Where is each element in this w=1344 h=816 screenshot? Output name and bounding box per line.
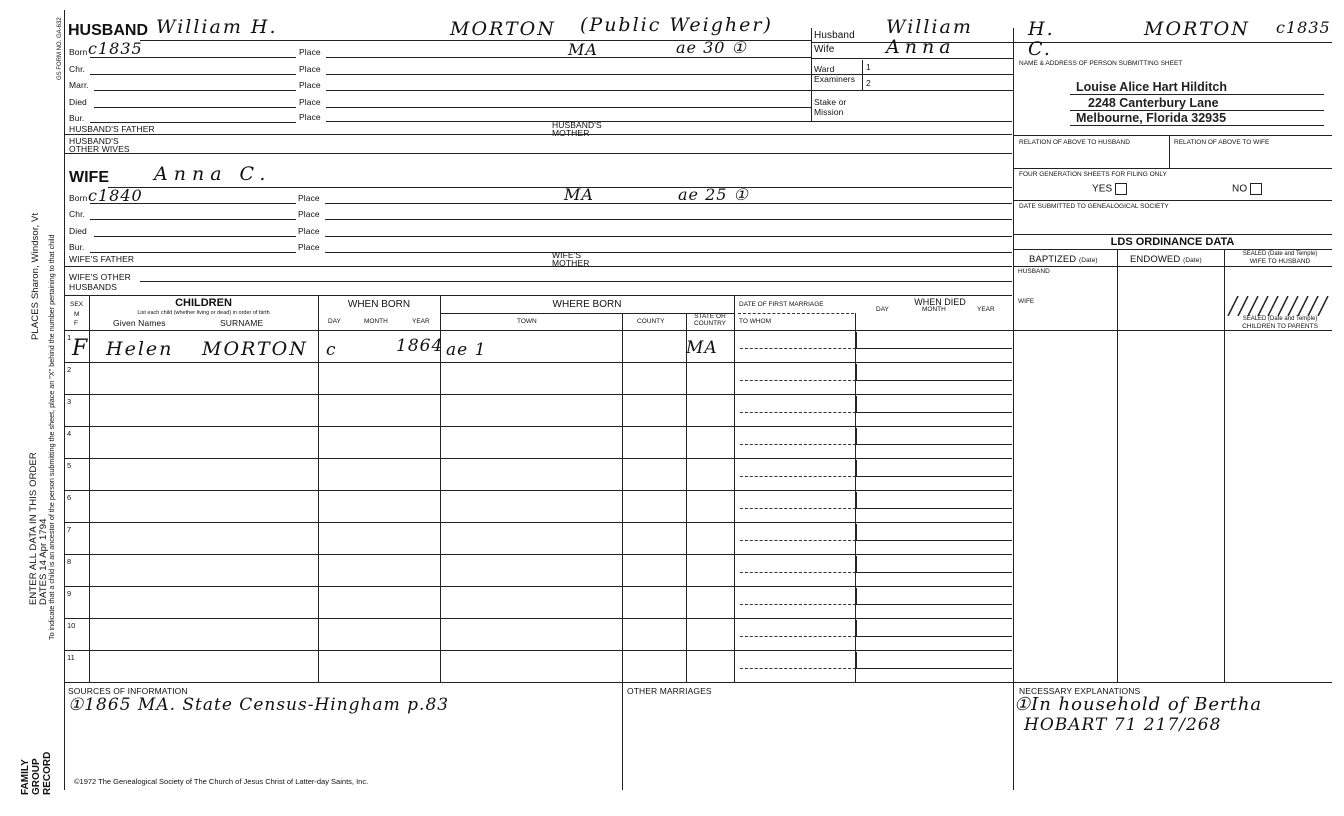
wife-bur-place-label: Place [298, 242, 320, 252]
places-margin-text: PLACES Sharon, Windsor, Vt [30, 212, 41, 340]
husband-born-place-label: Place [299, 47, 321, 57]
husband-died-place-label: Place [299, 97, 321, 107]
four-gen-label: FOUR GENERATION SHEETS FOR FILING ONLY [1019, 171, 1167, 178]
box-examiner-2: 2 [866, 78, 871, 88]
row-number: 6 [67, 493, 72, 502]
fgr-line2: GROUP [31, 758, 42, 795]
ancestor-instruction: To indicate that a child is an ancestor of the person submitting the sheet, place an "X" behind the number pertaining to that child [47, 234, 56, 640]
born-year-label: YEAR [412, 318, 430, 325]
no-checkbox[interactable] [1232, 183, 1262, 195]
state-label-2: COUNTRY [693, 320, 727, 327]
box-examiner-1: 1 [866, 62, 871, 72]
wife-heading: WIFE [69, 169, 109, 186]
husband-other-wives-1: HUSBAND'S [69, 136, 119, 146]
husband-surname: MORTON [450, 18, 556, 40]
lds-sealed-2: WIFE TO HUSBAND [1249, 258, 1311, 265]
born-month-label: MONTH [364, 318, 388, 325]
table-row [64, 554, 1012, 586]
row-surname: MORTON [202, 338, 308, 360]
lds-sealed-1: SEALED (Date and Temple) [1242, 251, 1318, 257]
lds-sealed-children-1: SEALED (Date and Temple) [1242, 316, 1318, 322]
husband-died-label: Died [69, 97, 87, 107]
husband-mother-label-1: HUSBAND'S [552, 120, 602, 130]
husband-born-date: c1835 [88, 39, 143, 58]
husband-father-label: HUSBAND'S FATHER [69, 124, 155, 134]
county-label: COUNTY [637, 318, 665, 325]
box-husband-label: Husband [814, 30, 855, 41]
box-wife-given: Anna [886, 36, 956, 58]
husband-born-place: MA [568, 40, 598, 59]
copyright-text: ©1972 The Genealogical Society of The Church of Jesus Christ of Latter-day Saints, Inc. [74, 777, 369, 786]
sex-label: SEX [70, 301, 84, 308]
endowed-date-label: (Date) [1183, 257, 1202, 264]
box-wife-label: Wife [814, 44, 835, 55]
town-label: TOWN [517, 318, 537, 325]
husband-marr-place-label: Place [299, 80, 321, 90]
row-given-name: Helen [106, 338, 174, 360]
husband-heading: HUSBAND [68, 22, 148, 39]
wife-died-place-label: Place [298, 226, 320, 236]
husband-mother-label-2: MOTHER [552, 128, 590, 138]
baptized-date-label: (Date) [1079, 257, 1098, 264]
yes-checkbox[interactable] [1092, 183, 1127, 195]
table-row [64, 650, 1012, 682]
lds-wife-label: WIFE [1018, 298, 1035, 305]
to-whom-label: TO WHOM [739, 318, 772, 325]
wife-born-place: MA [564, 185, 594, 204]
husband-occupation: (Public Weigher) [580, 14, 773, 36]
husband-chr-label: Chr. [69, 64, 85, 74]
hatched-box [1224, 296, 1332, 316]
lds-title: LDS ORDINANCE DATA [1110, 236, 1235, 248]
table-row [64, 330, 1012, 362]
fgr-line1: FAMILY [20, 759, 31, 795]
no-box[interactable] [1250, 183, 1262, 195]
husband-marr-label: Marr. [69, 80, 89, 90]
table-row [64, 586, 1012, 618]
row-state: MA [686, 338, 718, 358]
row-born-year: 1864 [396, 336, 444, 356]
table-row [64, 426, 1012, 458]
first-marriage-label: DATE OF FIRST MARRIAGE [739, 301, 824, 308]
row-number: 1 [67, 333, 72, 342]
relation-husband-label: RELATION OF ABOVE TO HUSBAND [1019, 139, 1130, 146]
baptized-label: BAPTIZED [1029, 254, 1077, 265]
sources-text: ①1865 MA. State Census-Hingham p.83 [68, 695, 450, 715]
yes-box[interactable] [1115, 183, 1127, 195]
row-sex: F [72, 336, 90, 361]
wife-chr-place-label: Place [298, 209, 320, 219]
table-row [64, 522, 1012, 554]
wife-chr-label: Chr. [69, 209, 85, 219]
given-names-label: Given Names [113, 318, 166, 328]
explanation-line1: ①In household of Bertha [1014, 694, 1263, 715]
row-number: 10 [67, 621, 76, 630]
state-label-1: STATE OR [694, 313, 726, 320]
children-title: CHILDREN [175, 297, 232, 309]
row-number: 2 [67, 365, 72, 374]
died-day-label: DAY [876, 306, 889, 313]
row-number: 5 [67, 461, 72, 470]
box-wife-middle: C. [1028, 38, 1052, 60]
wife-born-place-label: Place [298, 193, 320, 203]
sex-f-label: F [74, 320, 78, 327]
box-stake-label-2: Mission [814, 107, 844, 117]
died-year-label: YEAR [977, 306, 995, 313]
box-husband-middle: H. [1028, 18, 1055, 40]
when-died-label: WHEN DIED [914, 297, 966, 307]
table-row [64, 394, 1012, 426]
table-row [64, 362, 1012, 394]
box-husband-surname: MORTON [1144, 18, 1250, 40]
no-label: NO [1232, 183, 1248, 195]
other-marriages-label: OTHER MARRIAGES [627, 686, 712, 696]
row-number: 9 [67, 589, 72, 598]
lds-husband-label: HUSBAND [1018, 268, 1050, 275]
wife-born-label: Born [69, 193, 88, 203]
row-number: 7 [67, 525, 72, 534]
yes-label: YES [1092, 183, 1113, 195]
explanations-label: NECESSARY EXPLANATIONS [1019, 686, 1141, 696]
where-born-label: WHERE BORN [552, 299, 622, 310]
husband-born-note: ae 30 ① [676, 38, 747, 57]
dates-instruction: DATES 14 Apr 1794 [38, 518, 49, 605]
row-town: ae 1 [446, 340, 487, 360]
wife-given-name: Anna C. [154, 163, 272, 185]
form-code: GS FORM NO. GA-632 [57, 17, 63, 80]
wife-born-note: ae 25 ① [678, 185, 749, 204]
wife-father-label: WIFE'S FATHER [69, 254, 135, 264]
husband-born-label: Born [69, 47, 88, 57]
box-husband-given: William [886, 16, 973, 38]
row-born-day: c [326, 340, 337, 360]
husband-chr-place-label: Place [299, 64, 321, 74]
fgr-line3: RECORD [42, 751, 53, 795]
table-row [64, 458, 1012, 490]
row-number: 4 [67, 429, 72, 438]
box-husband-date: c1835 [1276, 18, 1331, 37]
wife-mother-label-2: MOTHER [552, 258, 590, 268]
died-month-label: MONTH [922, 306, 946, 313]
when-born-label: WHEN BORN [347, 299, 411, 310]
submitter-label: NAME & ADDRESS OF PERSON SUBMITTING SHEET [1019, 60, 1183, 67]
submitter-city: Melbourne, Florida 32935 [1076, 111, 1227, 125]
relation-wife-label: RELATION OF ABOVE TO WIFE [1174, 139, 1270, 146]
order-instruction: ENTER ALL DATA IN THIS ORDER [28, 452, 39, 605]
table-row [64, 618, 1012, 650]
husband-bur-label: Bur. [69, 113, 85, 123]
lds-sealed-children-2: CHILDREN TO PARENTS [1242, 323, 1318, 330]
row-number: 8 [67, 557, 72, 566]
family-group-record-title [20, 752, 53, 795]
born-day-label: DAY [328, 318, 341, 325]
lds-baptized [1029, 254, 1098, 265]
husband-other-wives-2: OTHER WIVES [69, 144, 130, 154]
lds-endowed [1130, 254, 1202, 265]
wife-other-husbands-1: WIFE'S OTHER [69, 272, 131, 282]
endowed-label: ENDOWED [1130, 254, 1181, 265]
box-ward-label: Ward [814, 64, 835, 74]
sources-label: SOURCES OF INFORMATION [68, 686, 188, 696]
row-number: 11 [67, 653, 75, 662]
husband-given-name: William H. [156, 16, 278, 38]
surname-label: SURNAME [220, 318, 264, 328]
wife-mother-label-1: WIFE'S [552, 250, 582, 260]
wife-bur-label: Bur. [69, 242, 85, 252]
submitter-name: Louise Alice Hart Hilditch [1076, 80, 1227, 94]
explanation-line2: HOBART 71 217/268 [1024, 715, 1222, 735]
submitter-street: 2248 Canterbury Lane [1088, 96, 1219, 110]
wife-born-date: c1840 [88, 186, 143, 205]
box-stake-label-1: Stake or [814, 97, 847, 107]
wife-died-label: Died [69, 226, 87, 236]
table-row [64, 490, 1012, 522]
box-examiners-label: Examiners [814, 74, 856, 84]
row-number: 3 [67, 397, 72, 406]
date-submitted-label: DATE SUBMITTED TO GENEALOGICAL SOCIETY [1019, 203, 1169, 210]
sex-m-label: M [74, 311, 80, 318]
husband-bur-place-label: Place [299, 112, 321, 122]
children-note: List each child (whether living or dead) in order of birth [137, 310, 270, 316]
wife-other-husbands-2: HUSBANDS [69, 282, 118, 292]
